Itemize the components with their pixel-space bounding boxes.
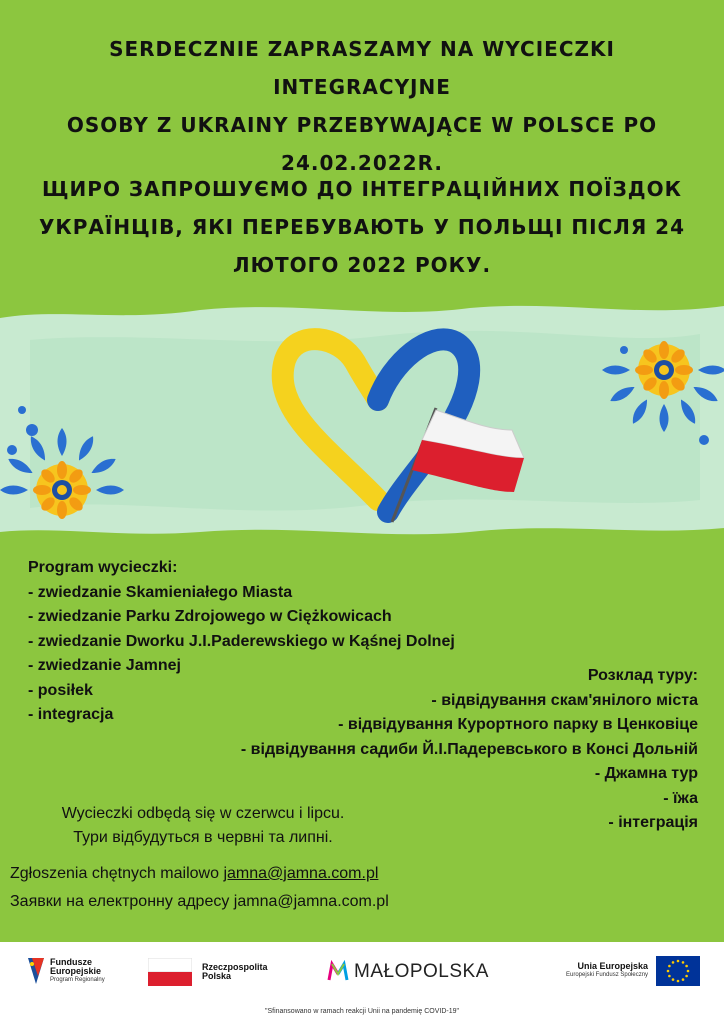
logo1-line2: Europejskie <box>50 965 102 976</box>
trip-dates <box>28 802 378 850</box>
footer-logos <box>0 942 724 1024</box>
program-ua-item: - відвідування скам'янілого міста <box>431 691 698 709</box>
malopolska-m-icon <box>326 960 350 984</box>
program-pl-item: - zwiedzanie Parku Zdrojowego w Ciężkowicach <box>28 608 392 625</box>
logo-fundusze-europejskie <box>26 956 105 986</box>
polish-flag-logo-icon <box>148 958 192 986</box>
eu-flag-icon <box>656 956 700 986</box>
program-ua-item: - відвідування садиби Й.І.Падеревського в Консі Дольній <box>240 740 698 758</box>
logo3-text: MAŁOPOLSKA <box>354 961 489 982</box>
program-ua-item: - інтеграція <box>608 814 698 831</box>
program-pl-item: - integracja <box>28 706 114 723</box>
heading-pl-line-1: SERDECZNIE ZAPRASZAMY NA WYCIECZKI INTEGRACYJNE <box>109 37 615 99</box>
dates-polish: Wycieczki odbędą się w czerwcu i lipcu. <box>61 805 345 822</box>
logo4-line1: Unia Europejska <box>577 961 649 971</box>
heading-ua-line-2: УКРАЇНЦІВ, ЯКІ ПЕРЕБУВАЮТЬ У ПОЛЬЩІ ПІСЛЯ 24 <box>38 215 686 239</box>
logo2-line1: Rzeczpospolita <box>202 962 268 972</box>
program-pl-title: Program wycieczki: <box>28 559 178 576</box>
email-link[interactable]: jamna@jamna.com.pl <box>223 865 379 882</box>
program-pl-item: - posiłek <box>28 681 93 699</box>
contact-polish <box>10 865 378 883</box>
heading-polish <box>20 30 704 182</box>
heading-pl-line-2: OSOBY Z UKRAINY PRZEBYWAJĄCE W POLSCE PO <box>66 113 658 137</box>
logo-rzeczpospolita <box>148 958 268 986</box>
program-pl-item: - zwiedzanie Skamieniałego Miasta <box>28 583 293 601</box>
heading-ukrainian <box>20 170 704 284</box>
heading-ua-line-1: ЩИРО ЗАПРОШУЄМО ДО ІНТЕГРАЦІЙНИХ ПОЇЗДОК <box>42 177 682 201</box>
program-ua-item: - Джамна тур <box>594 765 698 782</box>
heading-ua-line-3: ЛЮТОГО 2022 РОКУ. <box>232 253 492 277</box>
contact-pl-text: Zgłoszenia chętnych mailowo <box>10 865 224 882</box>
heading-pl-line-3: 24.02.2022R. <box>281 151 443 175</box>
program-ua-item: - їжа <box>663 789 698 807</box>
program-ua-title: Розклад туру: <box>587 667 698 684</box>
logo-malopolska <box>326 960 489 984</box>
funding-note: "Sfinansowano w ramach reakcji Unii na pandemię COVID-19" <box>264 1008 460 1015</box>
logo2-line2: Polska <box>202 971 232 981</box>
decorative-banner <box>0 300 724 540</box>
program-pl-item: - zwiedzanie Dworku J.I.Paderewskiego w Kąśnej Dolnej <box>28 632 455 650</box>
logo1-line3: Program Regionalny <box>50 976 105 983</box>
logo1-line1: Fundusze <box>50 956 92 967</box>
program-ua-item: - відвідування Курортного парку в Ценковіце <box>338 716 698 733</box>
program-pl-item: - zwiedzanie Jamnej <box>28 657 181 674</box>
eu-funds-icon <box>26 956 46 986</box>
contact-ukrainian: Заявки на електронну адресу jamna@jamna.com.pl <box>10 893 389 910</box>
logo-unia-europejska <box>566 956 700 986</box>
logo4-line2: Europejski Fundusz Społeczny <box>566 972 649 978</box>
dates-ukrainian: Тури відбудуться в червні та липні. <box>73 829 333 846</box>
